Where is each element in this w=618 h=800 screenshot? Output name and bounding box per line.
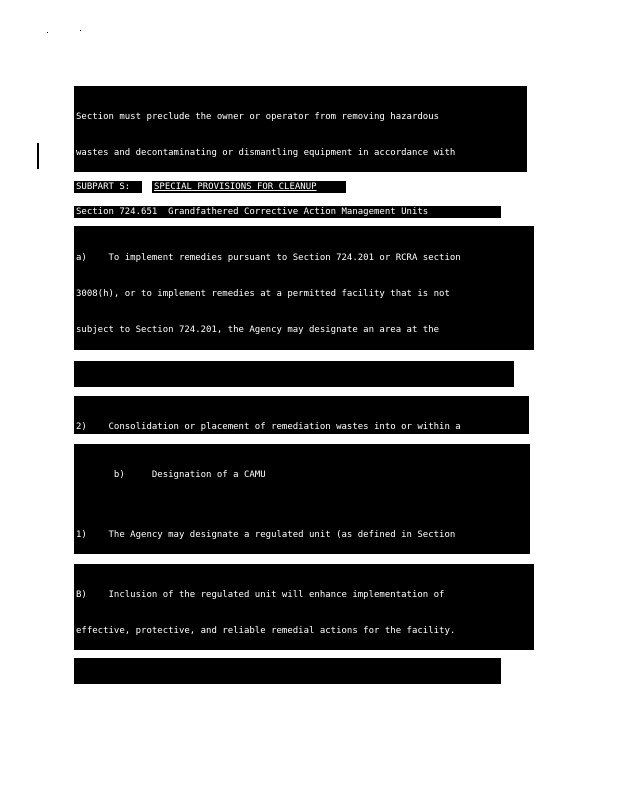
- subsection-heading: b) Designation of a CAMU: [76, 470, 266, 480]
- subsection-heading: [76, 683, 499, 684]
- section-heading: Section 724.651 Grandfathered Corrective Action Management Units: [74, 206, 501, 218]
- text-line: effective, protective, and reliable remedial actions for the facility.: [76, 626, 456, 636]
- text-line: wastes and decontaminating or dismantling equipment in accordance with: [76, 148, 456, 158]
- section-continuation-block: [74, 86, 527, 172]
- text-line: [76, 386, 512, 387]
- subpart-label: SUBPART S:: [74, 181, 142, 193]
- paragraph-2: [74, 396, 529, 434]
- paragraph-1: [74, 361, 514, 387]
- margin-change-bar: [37, 143, 39, 169]
- paragraph-B-and-2: [74, 564, 534, 650]
- text-line: Section must preclude the owner or operator from removing hazardous: [76, 112, 440, 122]
- paragraph-c: [74, 658, 501, 684]
- text-line: 1) The Agency may designate a regulated unit (as defined in Section: [76, 530, 456, 540]
- text-line: B) Inclusion of the regulated unit will enhance implementation of: [76, 590, 445, 600]
- text-line: a) To implement remedies pursuant to Section 724.201 or RCRA section: [76, 253, 461, 263]
- text-line: subject to Section 724.201, the Agency may designate an area at the: [76, 325, 440, 335]
- scan-speck: [80, 30, 81, 31]
- scan-speck: [47, 32, 48, 33]
- paragraph-b-designation: [74, 444, 530, 554]
- text-line: 3008(h), or to implement remedies at a permitted facility that is not: [76, 289, 450, 299]
- text-line: 2) Consolidation or placement of remediation wastes into or within a: [76, 422, 461, 432]
- subpart-title: SPECIAL PROVISIONS FOR CLEANUP: [152, 181, 346, 193]
- paragraph-a: [74, 226, 534, 350]
